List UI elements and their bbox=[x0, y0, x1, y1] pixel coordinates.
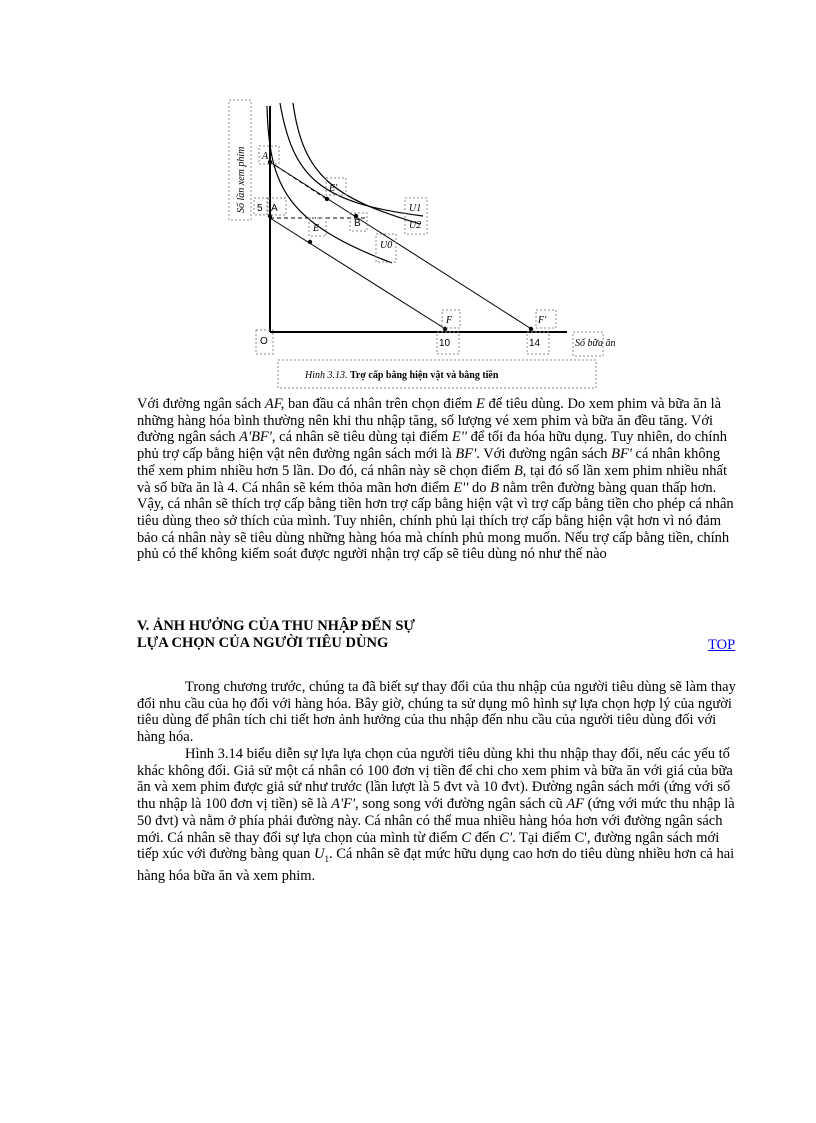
top-link[interactable]: TOP bbox=[708, 637, 736, 653]
point-f bbox=[443, 327, 447, 331]
label-b: B bbox=[354, 218, 361, 229]
label-f-prime: F' bbox=[538, 315, 547, 326]
label-u0: U0 bbox=[380, 240, 393, 251]
x-axis-label: Số bữa ăn bbox=[575, 338, 616, 349]
tick-x-10: 10 bbox=[439, 338, 451, 349]
label-f: F bbox=[446, 315, 453, 326]
tick-x-14: 14 bbox=[529, 338, 541, 349]
label-e-prime: E' bbox=[329, 183, 338, 194]
label-a: A bbox=[271, 203, 278, 214]
paragraph-subsidy: Với đường ngân sách AF, ban đầu cá nhân trên chọn điểm E để tiêu dùng. Do xem phim và bữa ăn là những hàng hóa bình thường nên khi thu nhập tăng, số lượng vé xem phim và bữa ăn đều tăng. Với đường ngân sách A'BF', cá nhân sẽ tiêu dùng tại điểm E'' để tối đa hóa hữu dụng. Tuy nhiên, do chính phủ trợ cấp bằng hiện vật nên đường ngân sách mới là BF'. Với đường ngân sách BF' cá nhân không thể xem phim nhiều hơn 5 lần. Do đó, cá nhân này sẽ chọn điểm B, tại đó số lần xem phim nhiều nhất và số bữa ăn là 4. Cá nhân sẽ kém thỏa mãn hơn điểm E'' do B nằm trên đường bàng quan thấp hơn. Vậy, cá nhân sẽ thích trợ cấp bằng tiền hơn trợ cấp bằng hiện vật vì trợ cấp bằng tiền cho phép cá nhân tiêu dùng theo sở thích của mình. Tuy nhiên, chính phủ lại thích trợ cấp bằng hiện vật hơn vì nó đảm bảo cá nhân này sẽ tiêu dùng những hàng hóa mà chính phủ mong muốn. Nếu trợ cấp bằng tiền, chính phủ có thể không kiểm soát được người nhận trợ cấp sẽ tiêu dùng nó như thế nào bbox=[137, 396, 734, 563]
point-f-prime bbox=[529, 327, 533, 331]
point-e bbox=[308, 240, 312, 244]
point-e-prime bbox=[325, 197, 329, 201]
origin-label: O bbox=[260, 336, 268, 347]
indifference-curve-u1 bbox=[280, 103, 423, 216]
label-u2: U2 bbox=[409, 220, 422, 231]
section-heading: V. ẢNH HƯỞNG CỦA THU NHẬP ĐẾN SỰ LỰA CHỌN CỦA NGƯỜI TIÊU DÙNG bbox=[137, 618, 415, 652]
figure-3-13 bbox=[225, 98, 616, 393]
y-axis-label: Số lần xem phim bbox=[236, 146, 247, 213]
paragraph-figure-3-14: Hình 3.14 biểu diễn sự lựa lựa chọn của người tiêu dùng khi thu nhập thay đổi, nếu các yếu tố khác không đổi. Giả sử một cá nhân có 100 đơn vị tiền để chi cho xem phim và bữa ăn với giá của bữa ăn và xem phim được giả sử như trước (lần lượt là 5 đvt và 10 đvt). Đường ngân sách mới (ứng với số thu nhập là 100 đơn vị tiền) sẽ là A'F', song song với đường ngân sách cũ AF (ứng với mức thu nhập là 50 đvt) và nằm ở phía phải đường này. Cá nhân có thể mua nhiều hàng hóa hơn với đường ngân sách mới. Cá nhân sẽ thay đổi sự lựa chọn của mình từ điểm C đến C'. Tại điểm C', đường ngân sách mới tiếp xúc với đường bàng quan $U_1$. Cá nhân sẽ đạt mức hữu dụng cao hơn do tiêu dùng nhiều hơn cả hai hàng hóa bữa ăn và xem phim. bbox=[137, 746, 735, 884]
figure-caption: Hình 3.13. Trợ cấp bằng hiện vật và bằng tiền bbox=[305, 370, 499, 381]
indifference-budget-diagram bbox=[225, 98, 616, 393]
label-a-prime: A' bbox=[262, 151, 271, 162]
paragraph-income-intro: Trong chương trước, chúng ta đã biết sự thay đổi của thu nhập của người tiêu dùng sẽ làm thay đổi nhu cầu của họ đối với hàng hóa. Bây giờ, chúng ta sử dụng mô hình sự lựa chọn hợp lý của người tiêu dùng để phân tích chi tiết hơn ảnh hưởng của thu nhập đến nhu cầu của người tiêu dùng đối với hàng hóa. bbox=[137, 679, 736, 746]
label-e: E bbox=[313, 223, 320, 234]
label-u1: U1 bbox=[409, 203, 422, 214]
budget-line-a-prime-f-prime bbox=[270, 162, 533, 330]
tick-y-5: 5 bbox=[257, 203, 263, 214]
budget-line-af bbox=[270, 218, 447, 330]
indifference-curve-u2 bbox=[293, 103, 420, 224]
